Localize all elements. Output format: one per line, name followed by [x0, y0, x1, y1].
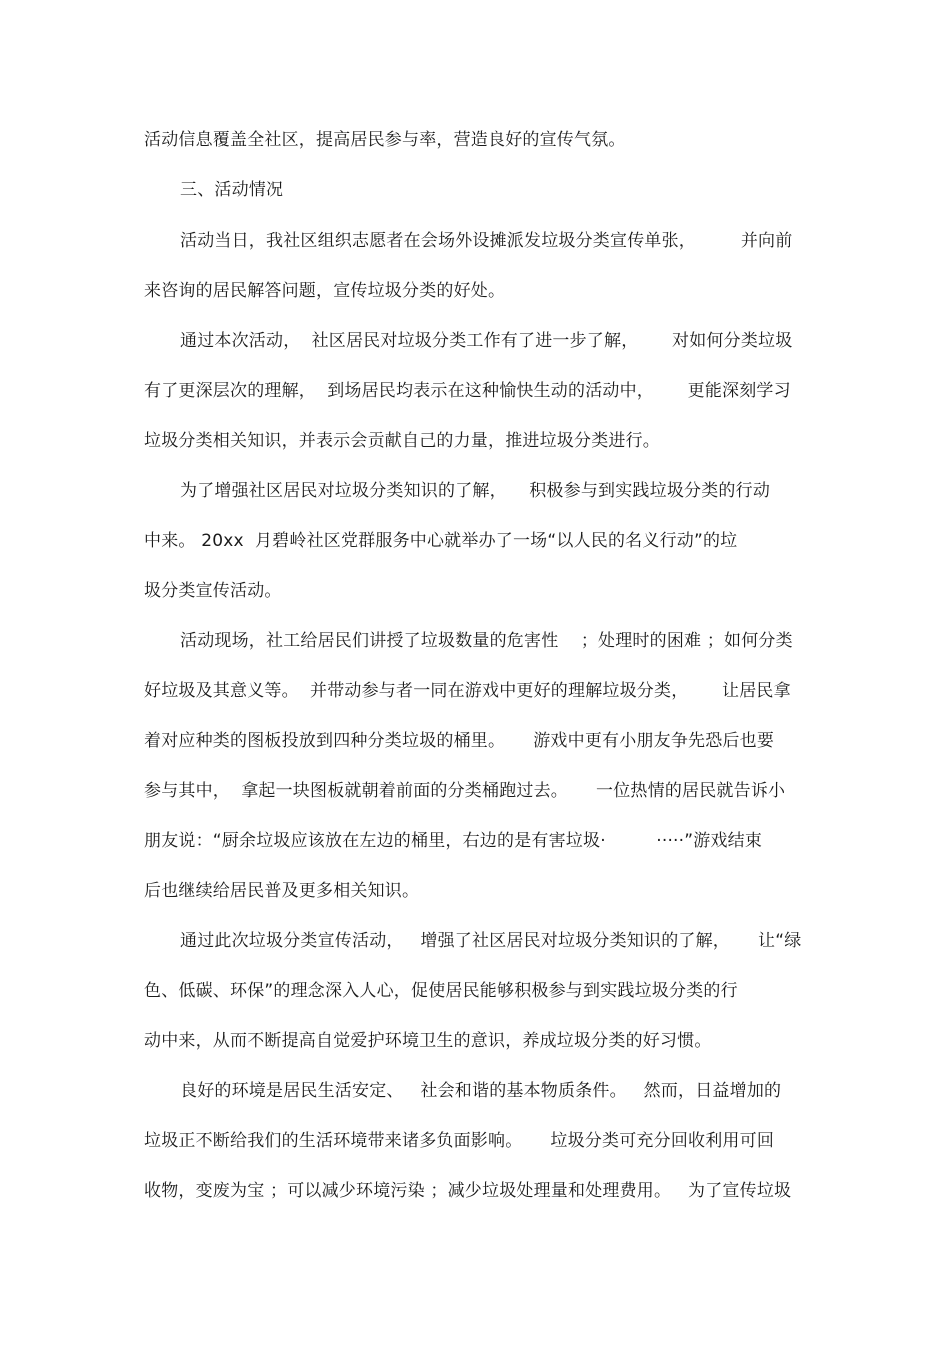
text-line: 活动当日，我社区组织志愿者在会场外设摊派发垃圾分类宣传单张， 并向前 — [180, 231, 793, 251]
text-line: 通过此次垃圾分类宣传活动， 增强了社区居民对垃圾分类知识的了解， 让“绿 — [180, 931, 802, 951]
section-heading: 三、活动情况 — [180, 180, 284, 200]
text-line: 活动现场，社工给居民们讲授了垃圾数量的危害性 ；处理时的困难 ；如何分类 — [180, 631, 793, 651]
text-line: 有了更深层次的理解， 到场居民均表示在这种愉快生动的活动中， 更能深刻学习 — [144, 381, 791, 401]
text-line: 为了增强社区居民对垃圾分类知识的了解， 积极参与到实践垃圾分类的行动 — [180, 481, 771, 501]
text-line: 着对应种类的图板投放到四种分类垃圾的桶里。 游戏中更有小朋友争先恐后也要 — [144, 731, 775, 751]
text-line: 色、低碳、环保”的理念深入人心，促使居民能够积极参与到实践垃圾分类的行 — [144, 981, 738, 1001]
text-line: 良好的环境是居民生活安定、 社会和谐的基本物质条件。 然而，日益增加的 — [180, 1081, 782, 1101]
text-line: 垃圾正不断给我们的生活环境带来诸多负面影响。 垃圾分类可充分回收利用可回 — [144, 1131, 775, 1151]
text-line: 垃圾分类相关知识，并表示会贡献自己的力量，推进垃圾分类进行。 — [144, 431, 660, 451]
text-line: 好垃圾及其意义等。 并带动参与者一同在游戏中更好的理解垃圾分类， 让居民拿 — [144, 681, 791, 701]
text-line: 参与其中， 拿起一块图板就朝着前面的分类桶跑过去。 一位热情的居民就告诉小 — [144, 781, 786, 801]
text-line: 来咨询的居民解答问题，宣传垃圾分类的好处。 — [144, 281, 506, 301]
text-line: 圾分类宣传活动。 — [144, 581, 282, 601]
text-line: 通过本次活动， 社区居民对垃圾分类工作有了进一步了解， 对如何分类垃圾 — [180, 331, 793, 351]
text-line: 后也继续给居民普及更多相关知识。 — [144, 881, 420, 901]
text-line: 中来。 20xx 月碧岭社区党群服务中心就举办了一场“以人民的名义行动”的垃 — [144, 531, 738, 551]
text-line: 动中来，从而不断提高自觉爱护环境卫生的意识，养成垃圾分类的好习惯。 — [144, 1031, 712, 1051]
text-line: 收物，变废为宝 ；可以减少环境污染 ；减少垃圾处理量和处理费用。 为了宣传垃圾 — [144, 1181, 792, 1201]
text-line: 活动信息覆盖全社区，提高居民参与率，营造良好的宣传气氛。 — [144, 130, 626, 150]
text-line: 朋友说：“厨余垃圾应该放在左边的桶里，右边的是有害垃圾· ·····”游戏结束 — [144, 831, 763, 851]
